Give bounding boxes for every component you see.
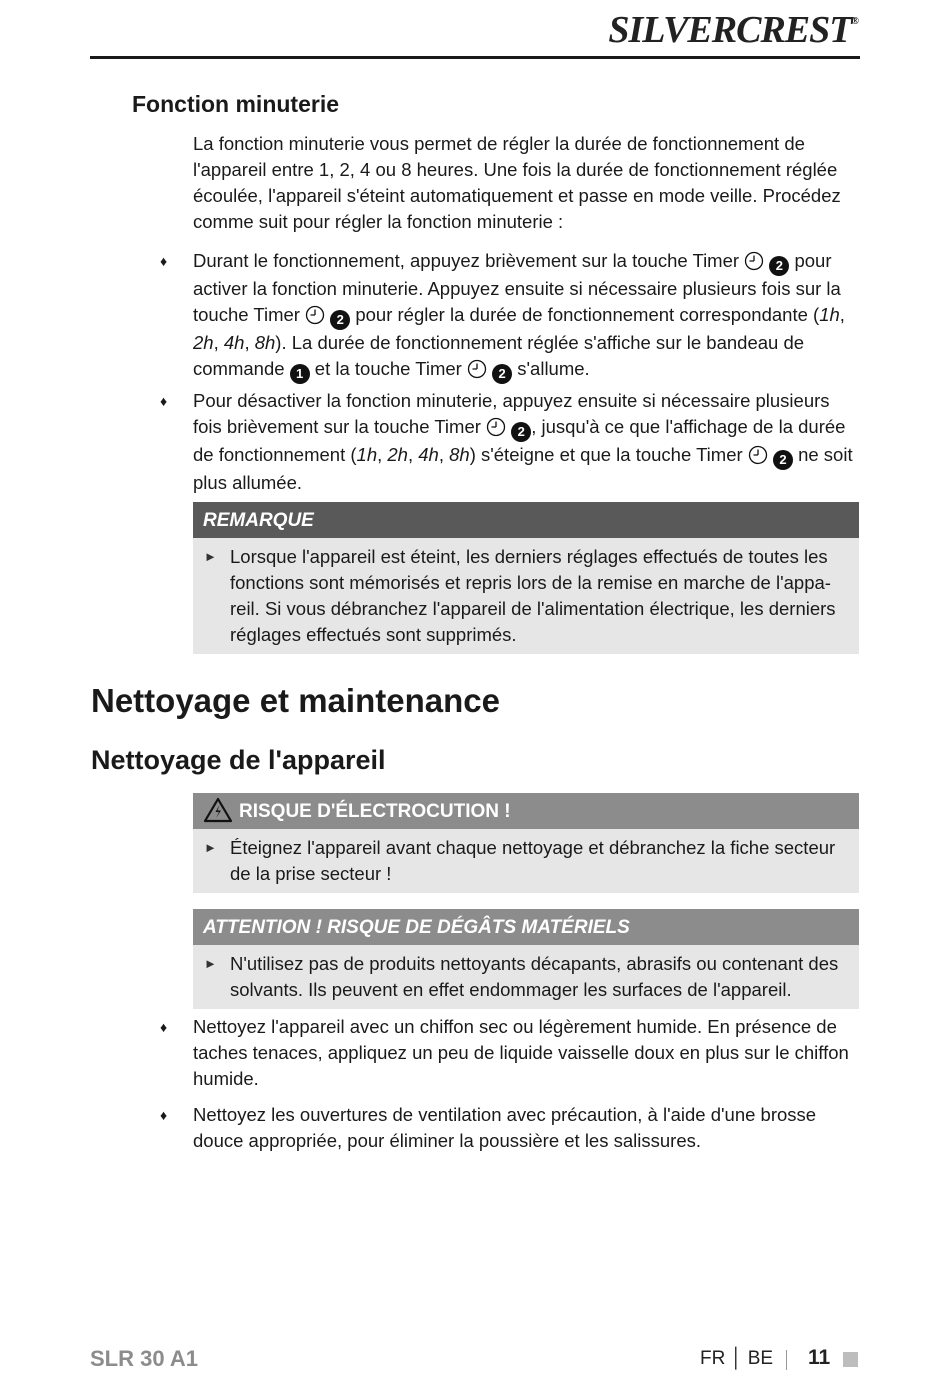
note-box bbox=[193, 502, 859, 654]
clock-icon bbox=[305, 305, 325, 325]
ref-number-timer: 2 bbox=[492, 364, 512, 384]
timer-bullet-1: ♦ Durant le fonctionnement, appuyez brièvement sur la touche Timer 2 pour activer la fonction minuterie. Appuyez ensuite si nécessaire plusieurs fois sur la touche Timer 2 pour régler la durée de fonctionnement correspondante (1h, 2h, 4h, 8h). La durée de fonctionnement réglée s'affiche sur le bandeau de commande 1 et la touche Timer 2 s'allume. bbox=[160, 248, 860, 384]
arrow-icon: ► bbox=[204, 549, 217, 564]
bullet-diamond: ♦ bbox=[160, 1107, 168, 1123]
chapter-title: Nettoyage et maintenance bbox=[91, 682, 500, 719]
bullet-diamond: ♦ bbox=[160, 393, 168, 409]
timer-bullet-2: ♦ Pour désactiver la fonction minuterie, appuyez ensuite si nécessaire plusieurs fois brièvement sur la touche Timer 2 , jusqu'à ce que l'affichage de la durée de fonctionnement (1h, 2h, 4h, 8h) s'éteigne et que la touche Timer 2 ne soit plus allumée. bbox=[160, 390, 853, 493]
bullet-diamond: ♦ bbox=[160, 253, 168, 269]
warning-box bbox=[193, 793, 859, 893]
clock-icon bbox=[467, 359, 487, 379]
attention-header: ATTENTION ! RISQUE DE DÉGÂTS MATÉRIELS bbox=[193, 909, 859, 945]
section-title-timer: Fonction minuterie bbox=[132, 91, 339, 117]
brand-logo: SILVERCREST® bbox=[608, 9, 858, 51]
bullet-diamond: ♦ bbox=[160, 1019, 168, 1035]
footer-model: SLR 30 A1 bbox=[90, 1346, 199, 1371]
page-number: 11 bbox=[808, 1346, 831, 1369]
warning-text: Éteignez l'appareil avant chaque nettoyage et débranchez la fiche secteur de la prise secteur ! bbox=[230, 837, 836, 884]
header-rule bbox=[90, 56, 860, 59]
footer-language: FR │ BE bbox=[700, 1348, 774, 1369]
cleaning-bullet-2: ♦ Nettoyez les ouvertures de ventilation avec précaution, à l'aide d'une brosse douce appropriée, pour éliminer la poussière et les salissures. bbox=[160, 1104, 817, 1151]
clock-icon bbox=[748, 445, 768, 465]
arrow-icon: ► bbox=[204, 956, 217, 971]
clock-icon bbox=[744, 251, 764, 271]
ref-number-timer: 2 bbox=[330, 310, 350, 330]
footer-marker bbox=[843, 1352, 858, 1367]
timer-intro: La fonction minuterie vous permet de régler la durée de fonctionnement de l'appareil entre 1, 2, 4 ou 8 heures. Une fois la durée de fonctionnement réglée écoulée, l'appareil s'éteint automatiquement et passe en mode veille. Procédez comme suit pour régler la fonction minuterie : bbox=[193, 133, 841, 232]
clock-icon bbox=[486, 417, 506, 437]
arrow-icon: ► bbox=[204, 840, 217, 855]
warning-header: RISQUE D'ÉLECTROCUTION ! bbox=[193, 793, 859, 829]
attention-box bbox=[193, 909, 859, 1009]
ref-number-timer: 2 bbox=[511, 422, 531, 442]
ref-number-timer: 2 bbox=[773, 450, 793, 470]
section-title-cleaning: Nettoyage de l'appareil bbox=[91, 745, 386, 775]
note-text: Lorsque l'appareil est éteint, les derniers réglages effectués de toutes les fonctions sont mémorisés et repris lors de la remise en marche de l'appa-reil. Si vous débranchez l'appareil de l'alimentation électrique, les derniers réglages effectués sont supprimés. bbox=[230, 546, 836, 645]
ref-number-timer: 2 bbox=[769, 256, 789, 276]
footer-separator bbox=[786, 1350, 787, 1370]
note-header: REMARQUE bbox=[193, 502, 859, 538]
attention-text: N'utilisez pas de produits nettoyants décapants, abrasifs ou contenant des solvants. Ils peuvent en effet endommager les surfaces de l'appareil. bbox=[230, 953, 839, 1000]
warning-triangle-icon bbox=[203, 797, 233, 823]
cleaning-bullet-1: ♦ Nettoyez l'appareil avec un chiffon sec ou légèrement humide. En présence de taches tenaces, appliquez un peu de liquide vaisselle doux en plus sur le chiffon humide. bbox=[160, 1016, 849, 1089]
ref-number-panel: 1 bbox=[290, 364, 310, 384]
